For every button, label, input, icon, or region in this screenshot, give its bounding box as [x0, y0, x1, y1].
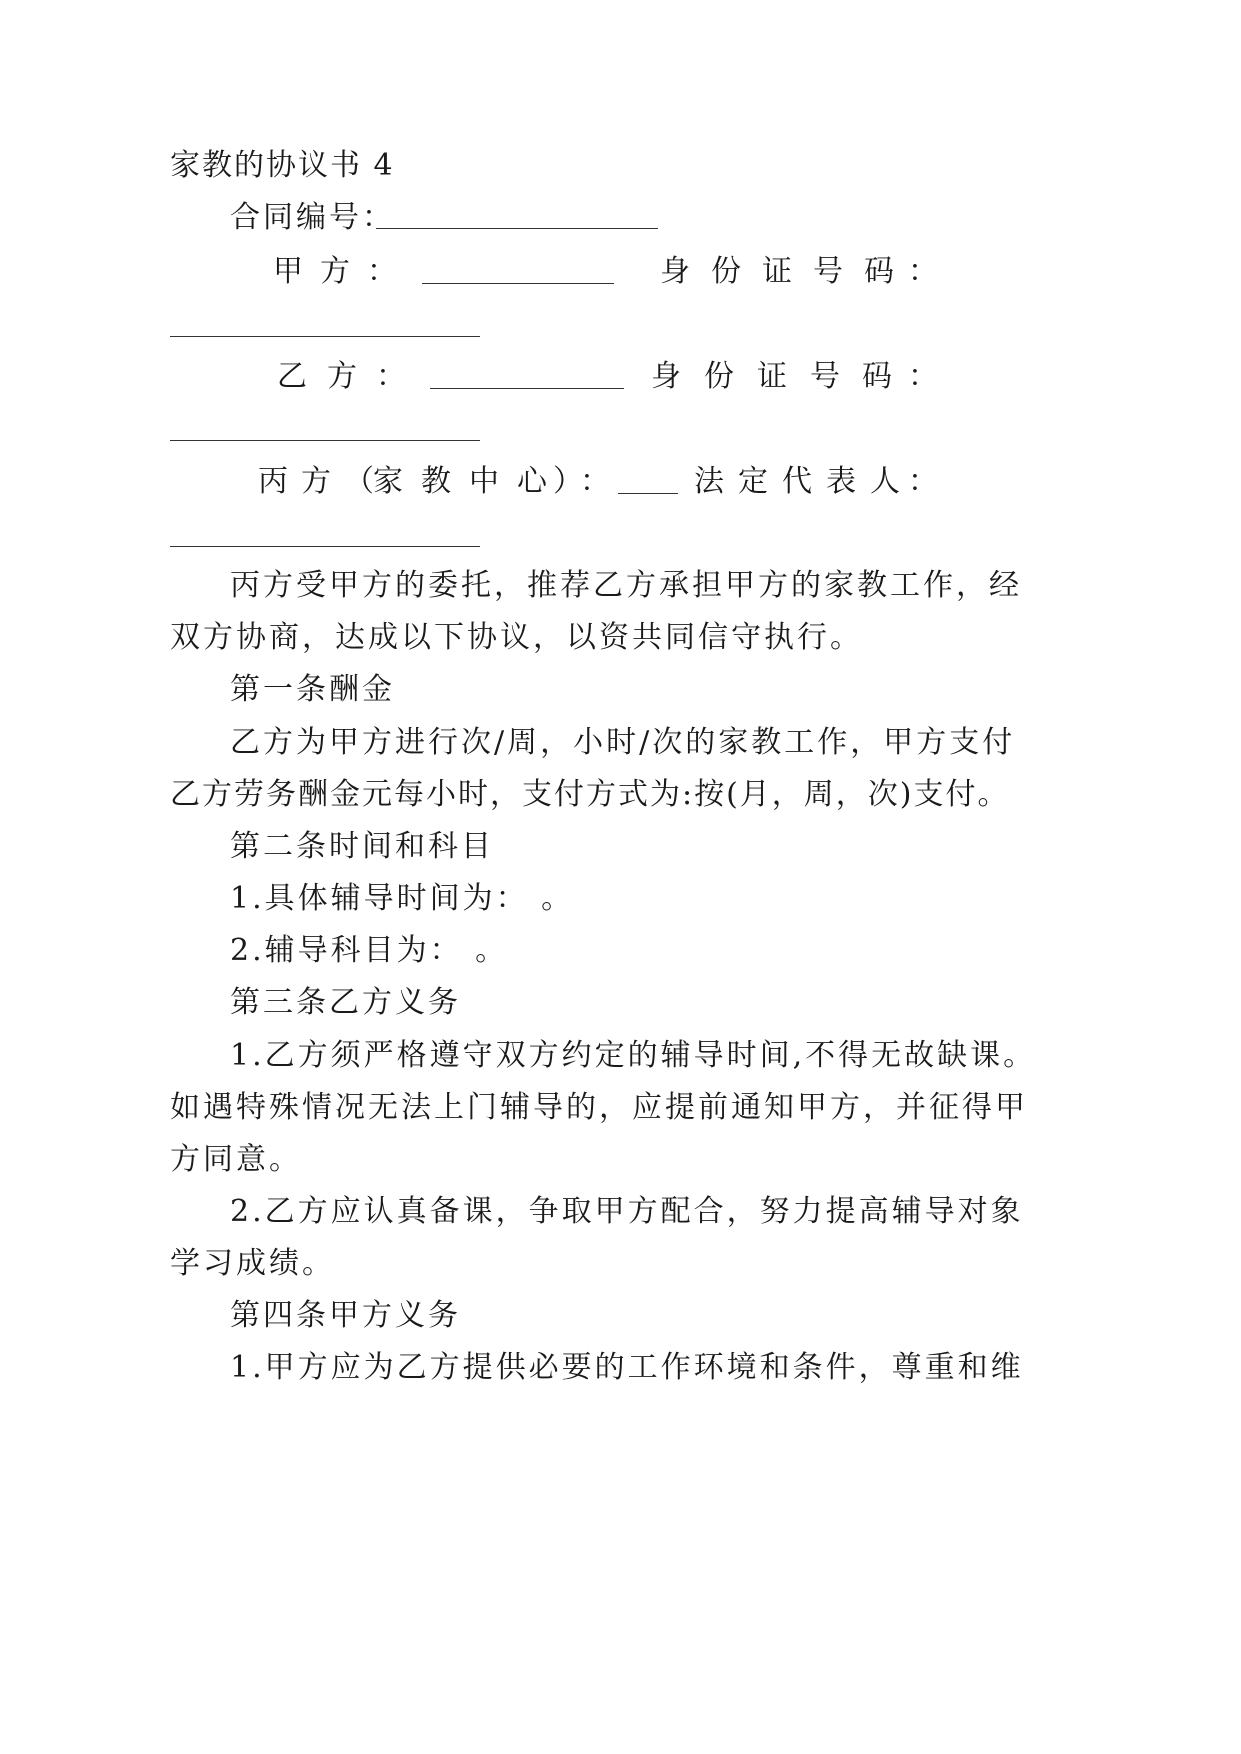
party-c-rep-label-5: 人 [870, 464, 900, 499]
party-c-rep-label-3: 代 [782, 464, 812, 499]
party-a-label-3: ： [367, 254, 397, 289]
party-b-id-label-2: 份 [704, 359, 734, 394]
party-c-rep-label-1: 法 [694, 464, 724, 499]
intro-line-2: 双方协商，达成以下协议，以资共同信守执行。 [170, 620, 863, 655]
party-c-label-4: 家 [373, 464, 403, 499]
party-b-id-label-4: 号 [810, 359, 840, 394]
article-3-item-1-line-2: 如遇特殊情况无法上门辅导的，应提前通知甲方，并征得甲 [170, 1090, 1028, 1125]
contract-number-label: 合同编号： [230, 200, 395, 235]
party-b-id-label-1: 身 [651, 359, 681, 394]
party-c-label-8: ） [553, 464, 583, 499]
party-a-id-label-4: 号 [813, 254, 843, 289]
party-a-id-label-3: 证 [762, 254, 792, 289]
party-b-id-label-6: ： [908, 359, 938, 394]
party-c-label-9: ： [580, 464, 610, 499]
party-b-label-3: ： [376, 359, 406, 394]
party-b-id-label-3: 证 [757, 359, 787, 394]
party-c-rep-label-6: ： [908, 464, 938, 499]
document-title: 家教的协议书 4 [170, 148, 395, 183]
article-4-heading: 第四条甲方义务 [230, 1298, 461, 1333]
article-2-heading: 第二条时间和科目 [230, 829, 494, 864]
article-3-heading: 第三条乙方义务 [230, 985, 461, 1020]
article-3-item-1-line-1: 1.乙方须严格遵守双方约定的辅导时间,不得无故缺课。 [230, 1038, 1037, 1073]
article-3-item-2-line-2: 学习成绩。 [170, 1246, 335, 1281]
party-c-label-1: 丙 [258, 464, 288, 499]
article-2-item-1: 1.具体辅导时间为： 。 [230, 881, 575, 916]
article-3-item-1-line-3: 方同意。 [170, 1142, 302, 1177]
article-3-item-2-line-1: 2.乙方应认真备课，争取甲方配合，努力提高辅导对象 [230, 1194, 1024, 1229]
party-c-label-5: 教 [421, 464, 451, 499]
party-c-rep-blank[interactable] [170, 546, 480, 547]
party-c-rep-label-4: 表 [826, 464, 856, 499]
party-c-name-blank[interactable] [618, 493, 678, 494]
party-c-rep-label-2: 定 [738, 464, 768, 499]
party-a-id-label-5: 码 [864, 254, 894, 289]
party-a-label-2: 方 [320, 254, 350, 289]
party-b-label-1: 乙 [277, 359, 307, 394]
article-1-heading: 第一条酬金 [230, 672, 395, 707]
party-b-name-blank[interactable] [430, 388, 624, 389]
article-1-line-1: 乙方为甲方进行次/周，小时/次的家教工作，甲方支付 [230, 725, 1016, 760]
party-c-label-7: 心 [517, 464, 547, 499]
party-c-label-3: （ [344, 464, 374, 499]
party-b-id-label-5: 码 [862, 359, 892, 394]
article-4-item-1-line-1: 1.甲方应为乙方提供必要的工作环境和条件，尊重和维 [230, 1350, 1024, 1385]
party-a-id-label-6: ： [908, 254, 938, 289]
party-b-id-blank[interactable] [170, 440, 480, 441]
article-2-item-2: 2.辅导科目为： 。 [230, 933, 509, 968]
party-a-id-label-2: 份 [711, 254, 741, 289]
contract-number-blank[interactable] [376, 228, 658, 229]
intro-line-1: 丙方受甲方的委托，推荐乙方承担甲方的家教工作，经 [230, 568, 1022, 603]
party-a-label-1: 甲 [273, 254, 303, 289]
party-a-id-label-1: 身 [660, 254, 690, 289]
party-c-label-6: 中 [469, 464, 499, 499]
party-a-id-blank[interactable] [170, 336, 480, 337]
party-a-name-blank[interactable] [422, 283, 614, 284]
article-1-line-2: 乙方劳务酬金元每小时，支付方式为:按(月，周，次)支付。 [170, 777, 1010, 812]
party-c-label-2: 方 [301, 464, 331, 499]
party-b-label-2: 方 [327, 359, 357, 394]
